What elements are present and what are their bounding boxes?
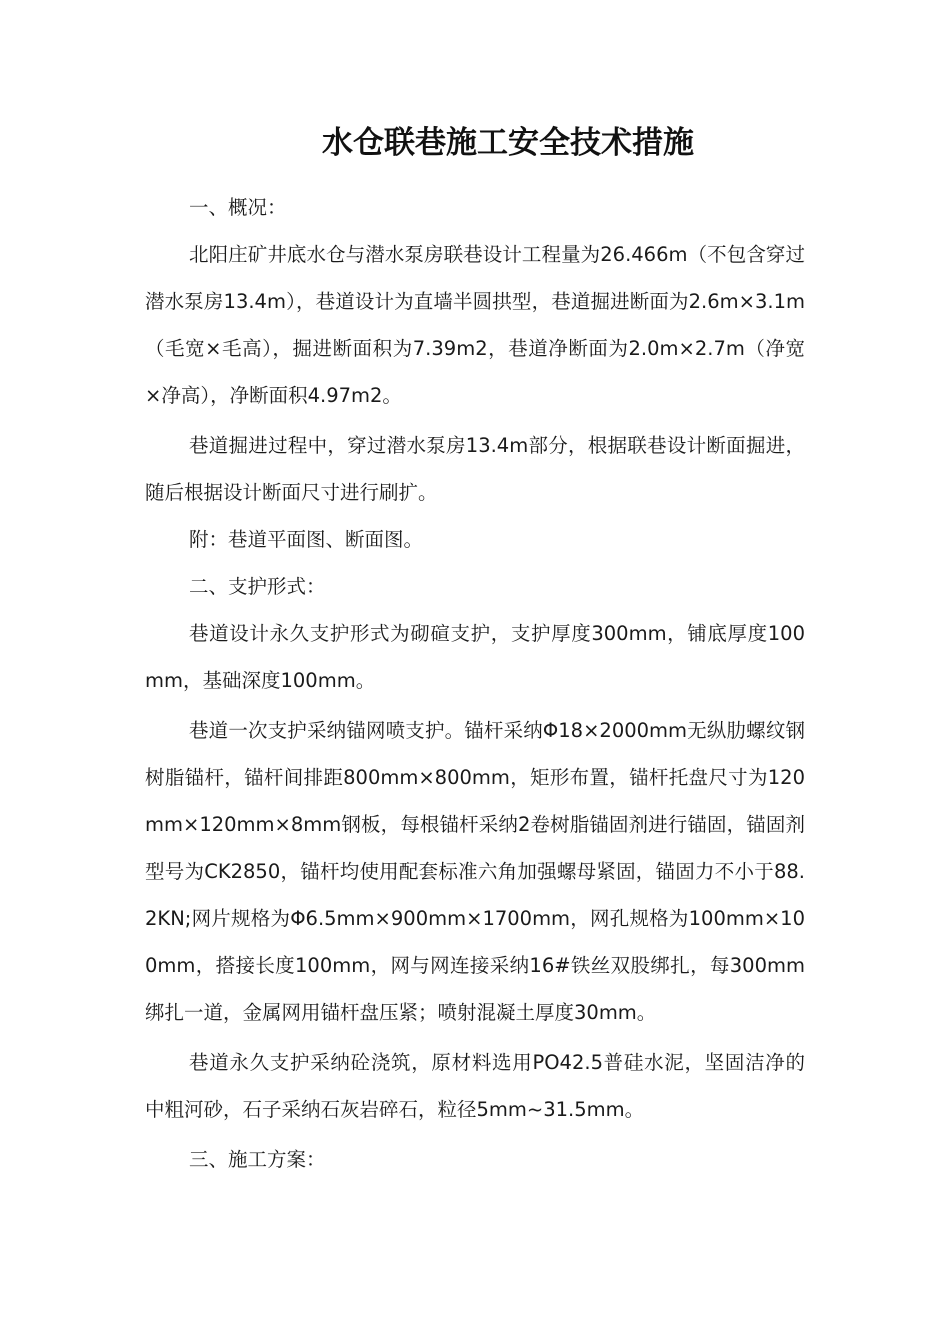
paragraph-support-primary: 巷道一次支护采纳锚网喷支护。锚杆采纳Φ18×2000mm无纵肋螺纹钢树脂锚杆，锚杆间排距800mm×800mm，矩形布置，锚杆托盘尺寸为120mm×120mm×8mm钢板，每根锚杆采纳2卷树脂锚固剂进行锚固，锚固剂型号为CK2850，锚杆均使用配套标准六角加强螺母紧固，锚固力不小于88.2KN;网片规格为Φ6.5mm×900mm×1700mm，网孔规格为100mm×100mm，搭接长度100mm，网与网连接采纳16#铁丝双股绑扎，每300mm绑扎一道，金属网用锚杆盘压紧；喷射混凝土厚度30mm。 [145, 719, 805, 1024]
document-title: 水仓联巷施工安全技术措施 [322, 125, 694, 161]
document-body [145, 184, 805, 1183]
paragraph-support-permanent: 巷道设计永久支护形式为砌碹支护，支护厚度300mm，铺底厚度100mm，基础深度100mm。 [145, 622, 805, 692]
section-heading-construction-plan: 三、施工方案： [189, 1148, 326, 1171]
paragraph-overview-excavation: 巷道掘进过程中，穿过潜水泵房13.4m部分，根据联巷设计断面掘进，随后根据设计断面尺寸进行刷扩。 [145, 434, 805, 504]
paragraph-support-concrete: 巷道永久支护采纳砼浇筑，原材料选用PO42.5普硅水泥，坚固洁净的中粗河砂，石子采纳石灰岩碎石，粒径5mm~31.5mm。 [145, 1051, 805, 1121]
section-heading-overview: 一、概况： [189, 196, 287, 219]
note-attachments: 附：巷道平面图、断面图。 [189, 528, 424, 551]
section-heading-support: 二、支护形式： [189, 575, 326, 598]
paragraph-overview-dimensions: 北阳庄矿井底水仓与潜水泵房联巷设计工程量为26.466m（不包含穿过潜水泵房13.4m），巷道设计为直墙半圆拱型，巷道掘进断面为2.6m×3.1m（毛宽×毛高），掘进断面积为7.39m2，巷道净断面为2.0m×2.7m（净宽×净高），净断面积4.97m2。 [145, 243, 805, 407]
